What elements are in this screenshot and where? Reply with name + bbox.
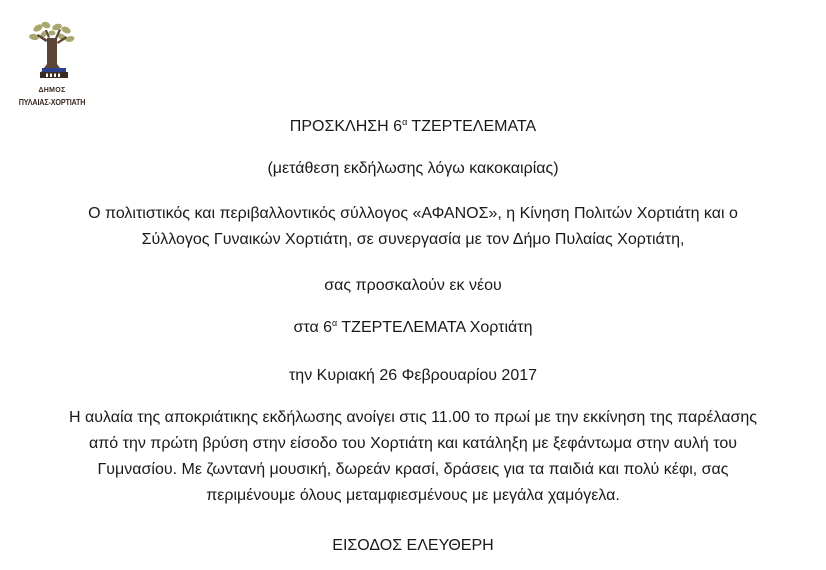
- description-line-2: από την πρώτη βρύση στην είσοδο του Χορτιάτη και κατάληξη με ξεφάντωμα στην αυλή του: [88, 435, 737, 452]
- organizers-paragraph: [0, 201, 826, 253]
- organizers-line-1: Ο πολιτιστικός και περιβαλλοντικός σύλλογος «ΑΦΑΝΟΣ», η Κίνηση Πολιτών Χορτιάτη και ο: [88, 205, 738, 222]
- description-paragraph: [0, 405, 826, 509]
- event-date: την Κυριακή 26 Φεβρουαρίου 2017: [288, 367, 538, 384]
- logo-line-2: ΠΥΛΑΙΑΣ-ΧΟΡΤΙΑΤΗ: [18, 97, 86, 107]
- description-line-4: περιμένουμε όλους μεταμφιεσμένους με μεγάλα χαμόγελα.: [206, 487, 620, 504]
- logo-line-1: ΔΗΜΟΣ: [38, 87, 66, 94]
- event-name: στα $6^\alpha$ ΤΖΕΡΤΕΛΕΜΑΤΑ Χορτιάτη: [293, 318, 533, 336]
- tree-logo-icon: [24, 20, 80, 84]
- municipality-logo: [4, 20, 100, 112]
- free-entry-note: ΕΙΣΟΔΟΣ ΕΛΕΥΘΕΡΗ: [332, 537, 494, 554]
- organizers-line-2: Σύλλογος Γυναικών Χορτιάτη, σε συνεργασία με τον Δήμο Πυλαίας Χορτιάτη,: [141, 231, 685, 248]
- postponement-note: (μετάθεση εκδήλωσης λόγω κακοκαιρίας): [267, 160, 559, 177]
- description-line-3: Γυμνασίου. Με ζωντανή μουσική, δωρεάν κρασί, δράσεις για τα παιδιά και πολύ κέφι, σας: [97, 461, 729, 478]
- invite-text: σας προσκαλούν εκ νέου: [324, 277, 502, 294]
- invitation-title: ΠΡΟΣΚΛΗΣΗ $6^\alpha$ ΤΖΕΡΤΕΛΕΜΑΤΑ: [289, 117, 537, 135]
- description-line-1: Η αυλαία της αποκριάτικης εκδήλωσης ανοίγει στις 11.00 το πρωί με την εκκίνηση της παρέλασης: [69, 409, 757, 426]
